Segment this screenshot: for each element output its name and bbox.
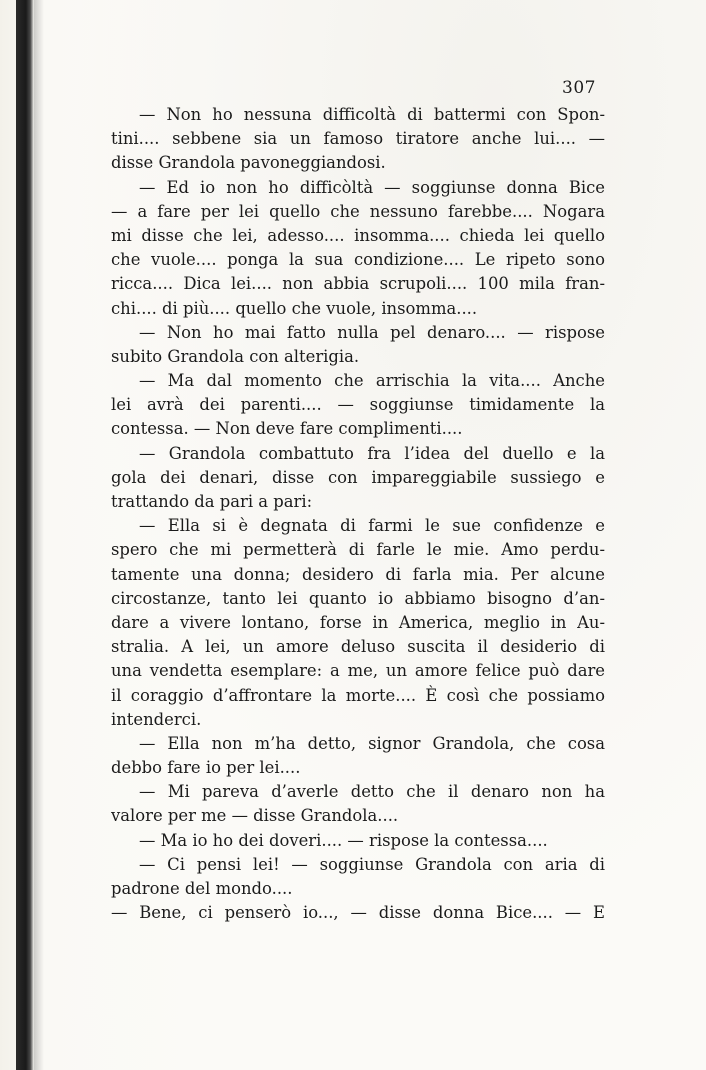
text-line: — Ella non m’ha detto, signor Grandola, che cosa bbox=[139, 733, 605, 753]
text-line: — Bene, ci penserò io..., — disse donna Bice.... — E bbox=[111, 903, 605, 923]
text-line: stralia. A lei, un amore deluso suscita il desiderio di bbox=[111, 637, 605, 657]
text-line: — Mi pareva d’averle detto che il denaro non ha bbox=[139, 782, 605, 802]
text-line: — Non ho mai fatto nulla pel denaro.... — rispose bbox=[139, 322, 605, 342]
text-line: — Ella si è degnata di farmi le sue confidenze e bbox=[139, 516, 605, 536]
text-line: subito Grandola con alterigia. bbox=[111, 346, 360, 366]
text-line: una vendetta esemplare: a me, un amore felice può dare bbox=[111, 661, 605, 681]
text-line: il coraggio d’affrontare la morte.... È così che possiamo bbox=[111, 685, 605, 705]
text-line: mi disse che lei, adesso.... insomma.... chieda lei quello bbox=[111, 225, 605, 245]
text-line: tini.... sebbene sia un famoso tiratore anche lui.... — bbox=[111, 129, 605, 149]
binding-shadow bbox=[34, 0, 44, 1070]
text-line: padrone del mondo.... bbox=[111, 879, 293, 898]
text-line: — Ci pensi lei! — soggiunse Grandola con aria di bbox=[139, 854, 605, 874]
text-line: disse Grandola pavoneggiandosi. bbox=[111, 153, 386, 173]
text-line: ricca.... Dica lei.... non abbia scrupoli.... 100 mila fran- bbox=[111, 274, 605, 294]
text-line: gola dei denari, disse con impareggiabile sussiego e bbox=[111, 467, 605, 487]
book-binding-edge bbox=[16, 0, 34, 1070]
text-line: — Ma io ho dei doveri.... — rispose la contessa.... bbox=[139, 830, 548, 850]
text-line: contessa. — Non deve fare complimenti.... bbox=[111, 419, 463, 439]
page-number: 307 bbox=[562, 78, 596, 98]
text-line: debbo fare io per lei.... bbox=[111, 758, 301, 778]
text-line: — Non ho nessuna difficoltà di battermi con Spon- bbox=[139, 105, 605, 124]
text-line: — Ma dal momento che arrischia la vita.... Anche bbox=[139, 371, 605, 391]
text-line: lei avrà dei parenti.... — soggiunse timidamente la bbox=[111, 395, 605, 415]
text-line: — Grandola combattuto fra l’idea del duello e la bbox=[139, 443, 605, 463]
text-line: che vuole.... ponga la sua condizione.... Le ripeto sono bbox=[111, 250, 605, 270]
text-line: intenderci. bbox=[111, 709, 202, 729]
text-line: dare a vivere lontano, forse in America, meglio in Au- bbox=[111, 612, 605, 632]
text-line: spero che mi permetterà di farle le mie. Amo perdu- bbox=[111, 540, 605, 560]
text-line: valore per me — disse Grandola.... bbox=[111, 806, 399, 826]
body-text bbox=[111, 103, 605, 925]
text-line: circostanze, tanto lei quanto io abbiamo bisogno d’an- bbox=[111, 588, 605, 608]
text-line: chi.... di più.... quello che vuole, insomma.... bbox=[111, 298, 478, 318]
text-line: tamente una donna; desidero di farla mia. Per alcune bbox=[111, 564, 605, 584]
text-line: trattando da pari a pari: bbox=[111, 492, 313, 511]
text-line: — Ed io non ho difficòltà — soggiunse donna Bice bbox=[139, 177, 605, 197]
text-line: — a fare per lei quello che nessuno farebbe.... Nogara bbox=[111, 201, 605, 221]
